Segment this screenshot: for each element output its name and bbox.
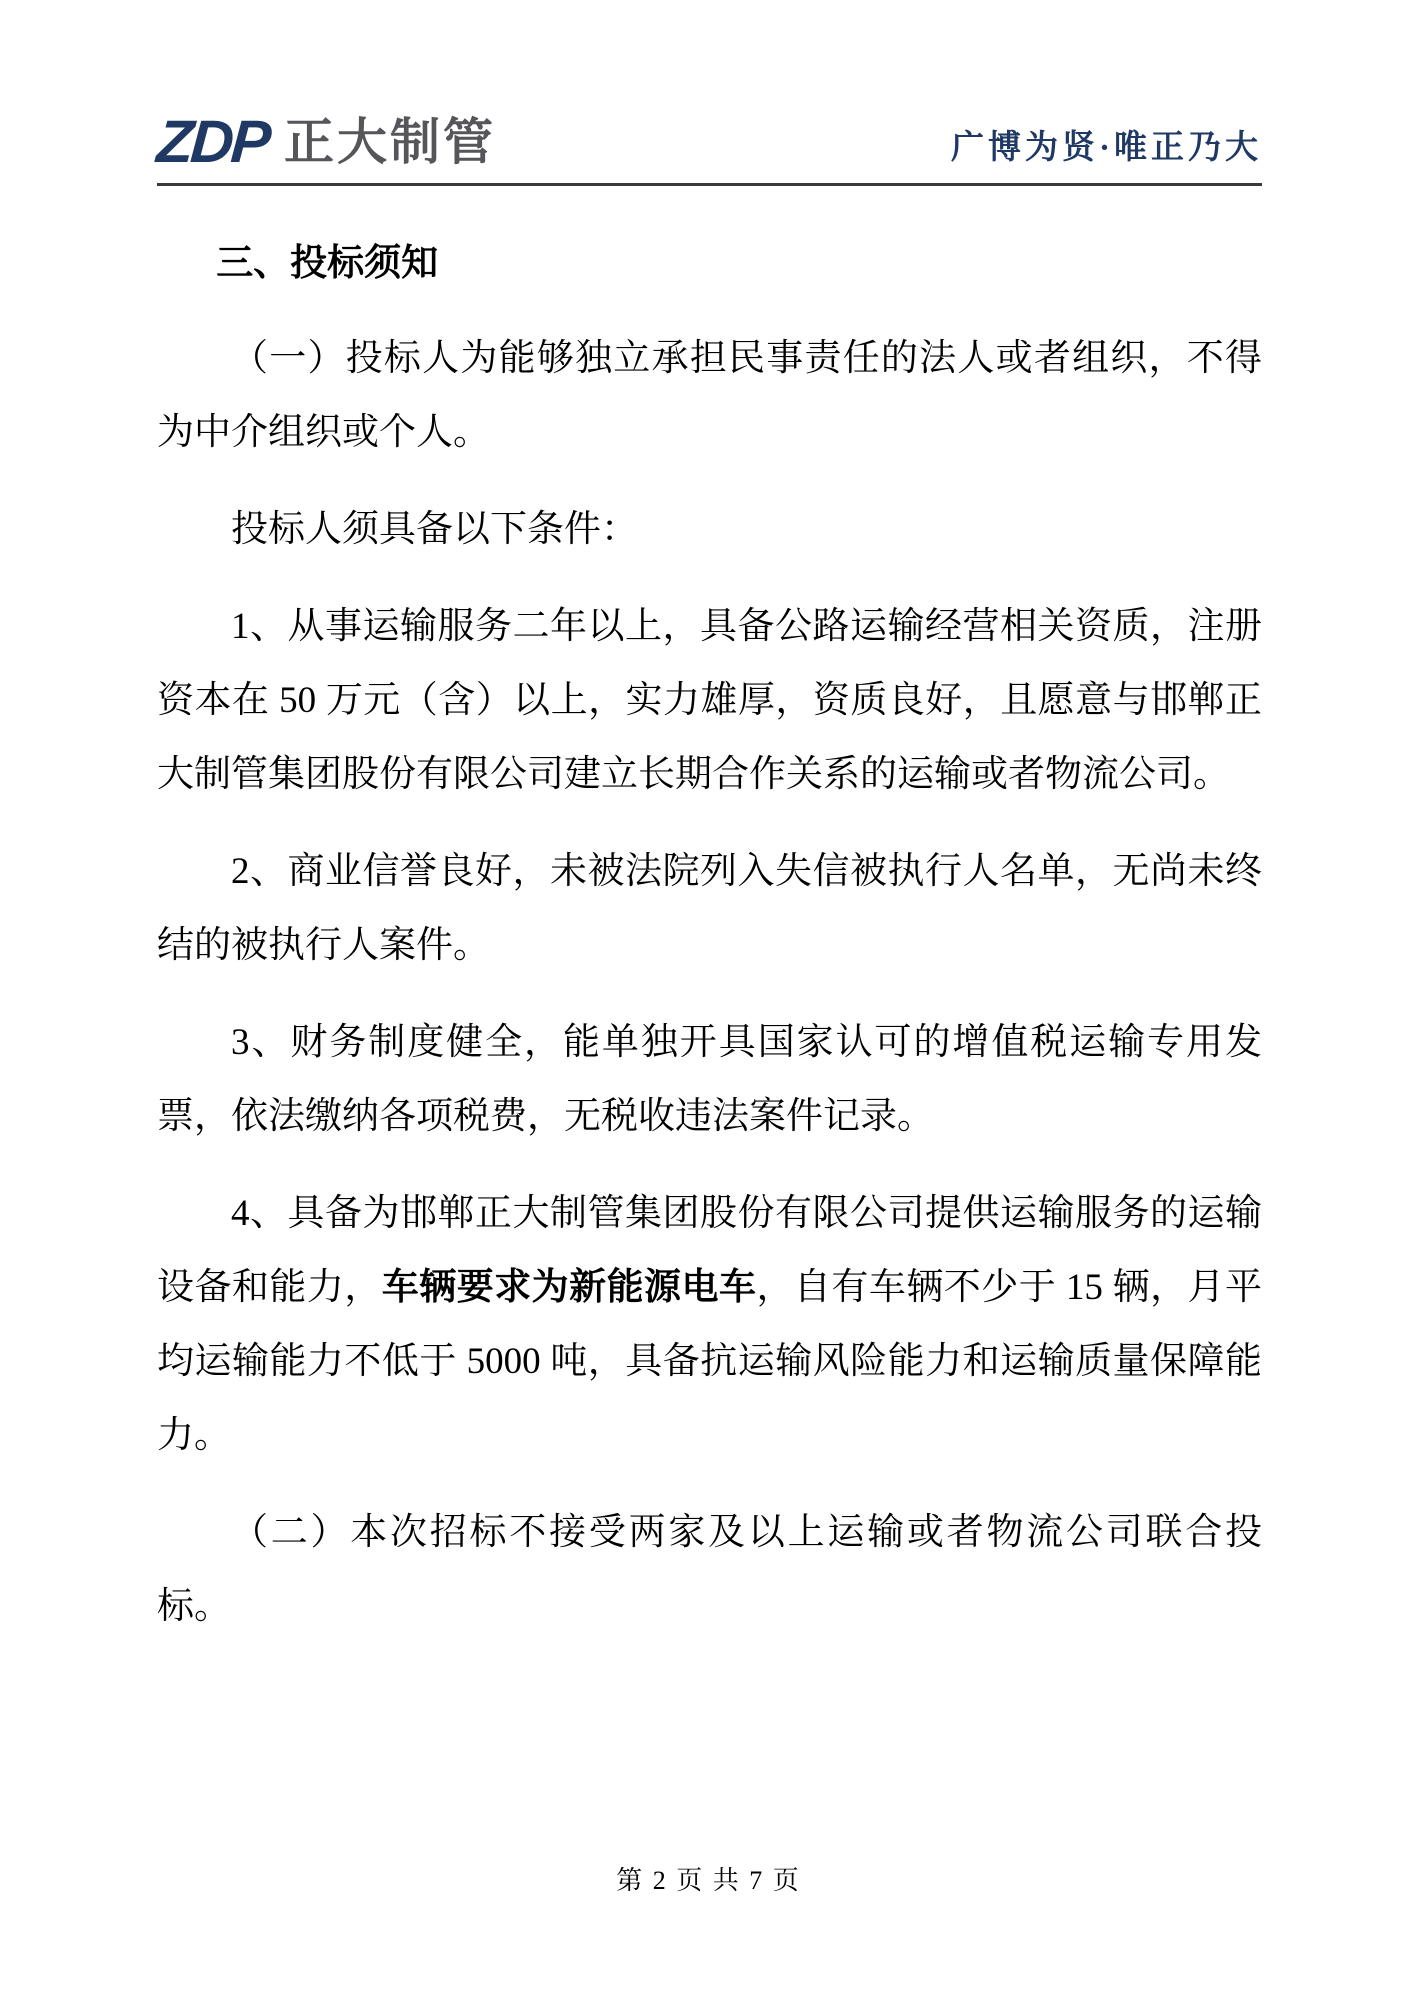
company-logo — [154, 108, 496, 175]
paragraph-text: ，自有车辆不少于 15 辆，月平均运输能力不低于 5000 吨，具备抗运输风险能力和运输质量保障能力。 — [157, 1267, 1263, 1456]
paragraph — [157, 590, 1262, 812]
paragraph-text: （二）本次招标不接受两家及以上运输或者物流公司联合投标。 — [157, 1512, 1262, 1627]
paragraph — [157, 1006, 1262, 1154]
paragraph-text: 2、商业信誉良好，未被法院列入失信被执行人名单，无尚未终结的被执行人案件。 — [157, 851, 1262, 966]
paragraph — [157, 1177, 1262, 1473]
paragraph — [157, 835, 1262, 983]
document-body — [157, 186, 1262, 1667]
zdp-logo-mark: ZDP — [154, 108, 271, 175]
section-heading: 三、投标须知 — [216, 243, 439, 284]
paragraph-text: （一）投标人为能够独立承担民事责任的法人或者组织，不得为中介组织或个人。 — [157, 338, 1262, 453]
paragraph — [157, 322, 1262, 470]
paragraph-text: 投标人须具备以下条件： — [231, 509, 638, 550]
page-header — [154, 92, 1262, 175]
paragraph-text: 1、从事运输服务二年以上，具备公路运输经营相关资质，注册资本在 50 万元（含）以上，实力雄厚，资质良好，且愿意与邯郸正大制管集团股份有限公司建立长期合作关系的运输或者物流公司。 — [157, 606, 1262, 795]
paragraph — [157, 1496, 1262, 1644]
paragraph-text-bold: 车辆要求为新能源电车 — [381, 1267, 757, 1308]
page-number: 第 2 页 共 7 页 — [616, 1866, 801, 1895]
paragraph-container — [157, 322, 1262, 1644]
paragraph-text: 4、具备为邯郸正大制管集团股份有限公司提供运输服务的运输设备和能力， — [157, 1193, 1262, 1308]
paragraph — [157, 493, 1262, 567]
company-slogan: 广博为贤·唯正乃大 — [950, 130, 1262, 166]
paragraph-text: 3、财务制度健全，能单独开具国家认可的增值税运输专用发票，依法缴纳各项税费，无税收违法案件记录。 — [157, 1022, 1262, 1137]
company-name: 正大制管 — [284, 114, 496, 170]
